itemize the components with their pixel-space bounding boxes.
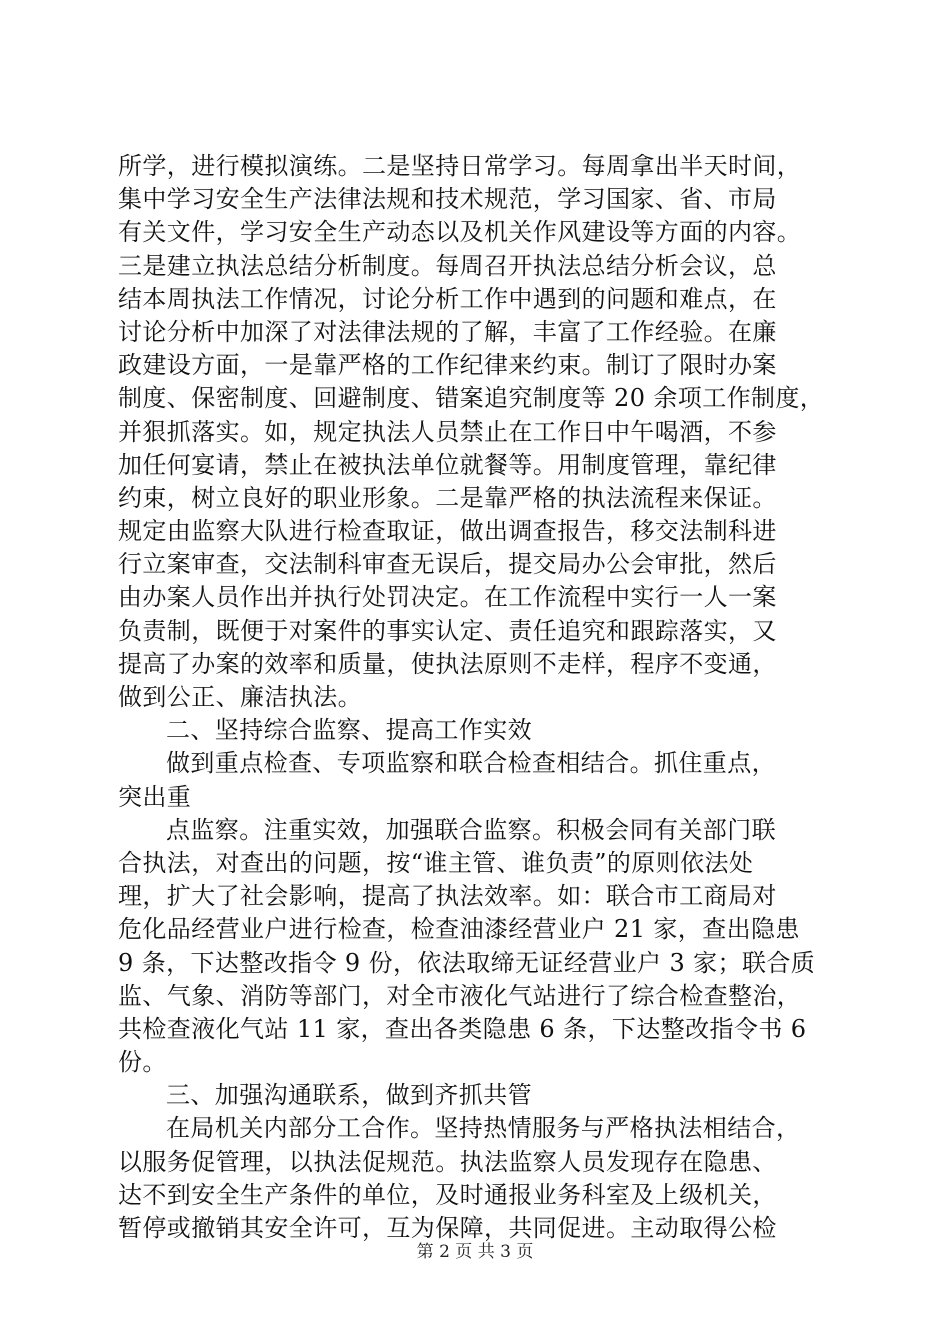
- text-line: 达不到安全生产条件的单位，及时通报业务科室及上级机关，: [118, 1180, 777, 1209]
- page-footer: 第 2 页 共 3 页: [416, 1242, 534, 1262]
- text-line: 三是建立执法总结分析制度。每周召开执法总结分析会议，总: [118, 251, 777, 280]
- text-line: 并狠抓落实。如，规定执法人员禁止在工作日中午喝酒，不参: [118, 417, 777, 446]
- text-line: 由办案人员作出并执行处罚决定。在工作流程中实行一人一案: [118, 583, 777, 612]
- text-line: 结本周执法工作情况，讨论分析工作中遇到的问题和难点，在: [118, 284, 777, 313]
- text-line: 监、气象、消防等部门，对全市液化气站进行了综合检查整治，: [118, 981, 802, 1010]
- document-body: [118, 150, 848, 1245]
- text-line: 突出重: [118, 782, 192, 811]
- text-line: 规定由监察大队进行检查取证，做出调查报告，移交法制科进: [118, 517, 777, 546]
- text-line: 制度、保密制度、回避制度、错案追究制度等 20 余项工作制度，: [118, 384, 825, 413]
- text-line: 点监察。注重实效，加强联合监察。积极会同有关部门联: [166, 815, 776, 844]
- text-line: 集中学习安全生产法律法规和技术规范，学习国家、省、市局: [118, 185, 777, 214]
- text-line: 9 条，下达整改指令 9 份，依法取缔无证经营业户 3 家；联合质: [118, 948, 816, 977]
- text-line: 在局机关内部分工合作。坚持热情服务与严格执法相结合，: [166, 1114, 801, 1143]
- text-line: 暂停或撤销其安全许可，互为保障，共同促进。主动取得公检: [118, 1214, 777, 1242]
- text-line: 政建设方面，一是靠严格的工作纪律来约束。制订了限时办案: [118, 351, 777, 380]
- text-line: 做到公正、廉洁执法。: [118, 683, 362, 711]
- text-line: 有关文件，学习安全生产动态以及机关作风建设等方面的内容。: [118, 218, 802, 247]
- text-line: 做到重点检查、专项监察和联合检查相结合。抓住重点，: [166, 749, 776, 778]
- text-line: 加任何宴请，禁止在被执法单位就餐等。用制度管理，靠纪律: [118, 450, 777, 479]
- text-line: 行立案审查，交法制科审查无误后，提交局办公会审批，然后: [118, 550, 777, 579]
- text-line: 合执法，对查出的问题，按“谁主管、谁负责”的原则依法处: [118, 848, 754, 877]
- text-line: 二、坚持综合监察、提高工作实效: [166, 716, 532, 745]
- text-line: 负责制，既便于对案件的事实认定、责任追究和跟踪落实，又: [118, 616, 777, 645]
- text-line: 危化品经营业户进行检查，检查油漆经营业户 21 家，查出隐患: [118, 915, 800, 944]
- text-line: 份。: [118, 1048, 167, 1077]
- text-line: 以服务促管理，以执法促规范。执法监察人员发现存在隐患、: [118, 1147, 777, 1176]
- text-line: 约束，树立良好的职业形象。二是靠严格的执法流程来保证。: [118, 483, 777, 512]
- text-line: 讨论分析中加深了对法律法规的了解，丰富了工作经验。在廉: [118, 317, 777, 346]
- text-line: 三、加强沟通联系，做到齐抓共管: [166, 1081, 532, 1110]
- text-line: 所学，进行模拟演练。二是坚持日常学习。每周拿出半天时间，: [118, 152, 802, 180]
- text-line: 提高了办案的效率和质量，使执法原则不走样，程序不变通，: [118, 649, 777, 678]
- text-line: 共检查液化气站 11 家，查出各类隐患 6 条，下达整改指令书 6: [118, 1014, 807, 1043]
- text-line: 理，扩大了社会影响，提高了执法效率。如：联合市工商局对: [118, 882, 777, 911]
